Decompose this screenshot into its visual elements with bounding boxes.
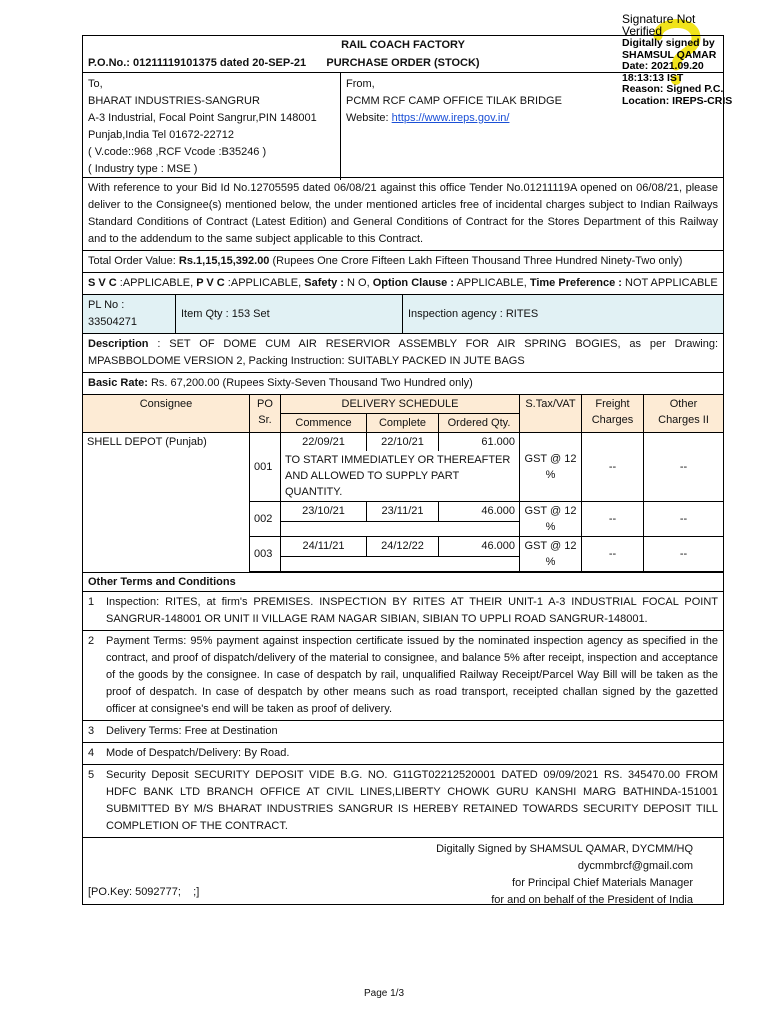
basic-rate-text: Rs. 67,200.00 (Rupees Sixty-Seven Thousand Two Hundred only): [147, 377, 473, 389]
term-item: [83, 720, 723, 742]
item-qty: Item Qty : 153 Set: [175, 295, 402, 333]
complete-cell: 24/12/22: [367, 537, 439, 557]
total-words: (Rupees One Crore Fifteen Lakh Fifteen Thousand Three Hundred Ninety-Two only): [269, 255, 683, 267]
col-other-line1: Other: [669, 398, 698, 410]
table-header-row: [83, 395, 724, 414]
term-item: [83, 591, 723, 630]
address-block: [83, 72, 723, 177]
signatory-behalf: for and on behalf of the President of India: [491, 894, 693, 906]
term-text: Inspection: RITES, at firm's PREMISES. INSPECTION BY RITES AT THEIR UNIT-1 A-3 INDUSTRIAL FOCAL POINT SANGRUR-148001 OR UNIT II VILLAGE RAM NAGAR SIBIAN, SIBIAN TO UPPLI ROAD SANGRUR-148001.: [106, 596, 718, 625]
freight-cell: --: [582, 537, 644, 572]
time-label: Time Preference :: [529, 277, 622, 289]
qty-cell: 46.000: [439, 502, 520, 522]
col-freight-line2: Charges: [591, 414, 634, 426]
terms-heading: Other Terms and Conditions: [83, 572, 723, 591]
col-freight-line1: Freight: [595, 398, 630, 410]
term-number: 5: [88, 769, 95, 781]
po-header: [83, 36, 723, 72]
inspection-agency: Inspection agency : RITES: [402, 295, 723, 333]
complete-cell: 23/11/21: [367, 502, 439, 522]
basic-rate: [83, 372, 723, 394]
delivery-note: TO START IMMEDIATLEY OR THEREAFTER AND ALLOWED TO SUPPLY PART QUANTITY.: [281, 451, 520, 502]
qty-cell: 61.000: [439, 433, 520, 452]
commence-cell: 22/09/21: [281, 433, 367, 452]
po-sr-cell: 002: [250, 502, 281, 537]
svc-value: :APPLICABLE,: [116, 277, 197, 289]
total-label: Total Order Value:: [88, 255, 179, 267]
delivery-schedule: [83, 394, 723, 572]
pl-label: PL No :: [88, 299, 125, 311]
option-label: Option Clause :: [372, 277, 454, 289]
signatory-block: [83, 837, 723, 904]
col-consignee: Consignee: [83, 395, 250, 433]
purchase-order-document: [82, 35, 724, 905]
term-number: 2: [88, 635, 95, 647]
description-label: Description: [88, 338, 149, 350]
to-address-line1: A-3 Industrial, Focal Point Sangrur,PIN 148001: [88, 112, 317, 124]
safety-value: N O,: [343, 277, 373, 289]
signature-status-line2: Verified: [622, 23, 663, 38]
table-row: [83, 433, 724, 452]
industry-type: ( Industry type : MSE ): [88, 163, 198, 175]
description: [83, 333, 723, 372]
to-label: To,: [88, 78, 103, 90]
from-label: From,: [346, 78, 375, 90]
signatory-email: dycmmbrcf@gmail.com: [577, 860, 693, 872]
term-number: 4: [88, 747, 95, 759]
term-number: 3: [88, 725, 95, 737]
website-label: Website:: [346, 112, 392, 124]
term-item: [83, 764, 723, 837]
other-cell: --: [644, 433, 724, 502]
signature-detail-line: Location: IREPS-CRIS: [622, 94, 733, 107]
from-website: [346, 110, 718, 127]
basic-rate-label: Basic Rate:: [88, 377, 148, 389]
term-text: Security Deposit SECURITY DEPOSIT VIDE B.G. NO. G11GT02212520001 DATED 09/09/2021 RS. 345470.00 FROM HDFC BANK LTD BRANCH OFFICE AT CIVIL LINES,LIBERTY CHOWK GURU KANSHI MARG BATHINDA-151001 SUBMITTED BY M/S BHARAT INDUSTRIES SANGRUR IS HEREBY RETAINED TOWARDS SECURITY DEPOSIT TILL COMPLETION OF THE CONTRACT.: [106, 769, 718, 832]
from-address: [340, 73, 723, 180]
pvc-label: P V C: [196, 277, 225, 289]
delivery-note: [281, 522, 520, 537]
signature-detail-line: SHAMSUL QAMAR: [622, 48, 717, 61]
pl-row: [83, 294, 723, 333]
time-value: NOT APPLICABLE: [621, 277, 718, 289]
other-cell: --: [644, 502, 724, 537]
commence-cell: 23/10/21: [281, 502, 367, 522]
page-number: Page 1/3: [363, 988, 405, 999]
description-text: : SET OF DOME CUM AIR RESERVIOR ASSEMBLY FOR AIR SPRING BOGIES, as per Drawing: MPASBBOLDOME VERSION 2, Packing Instruction: SUITABLY PACKED IN JUTE BAGS: [88, 338, 718, 367]
col-commence: Commence: [281, 414, 367, 433]
intro-paragraph: With reference to your Bid Id No.12705595 dated 06/08/21 against this office Tender No.01211119A opened on 06/08/21, please deliver to the Consignee(s) mentioned below, the under mentioned articles free of incidental charges subject to Indian Railways Standard Conditions of Contract (Latest Edition) and General Conditions of Contract for the Stores Department of this Railway and to the addendum to the same subject applicable to this Contract.: [83, 177, 723, 250]
to-address: [83, 73, 340, 180]
freight-cell: --: [582, 433, 644, 502]
tax-cell: GST @ 12 %: [520, 537, 582, 572]
complete-cell: 22/10/21: [367, 433, 439, 452]
to-name: BHARAT INDUSTRIES-SANGRUR: [88, 95, 260, 107]
signature-detail-line: Digitally signed by: [622, 37, 715, 49]
option-value: APPLICABLE,: [454, 277, 530, 289]
term-text: Mode of Despatch/Delivery: By Road.: [106, 747, 290, 759]
delivery-schedule-table: [82, 394, 724, 572]
term-number: 1: [88, 596, 95, 608]
term-item: [83, 630, 723, 720]
term-text: Delivery Terms: Free at Destination: [106, 725, 278, 737]
term-item: [83, 742, 723, 764]
pl-number: [83, 295, 175, 333]
signature-status: [622, 14, 762, 37]
po-number: P.O.No.: 01211119101375 dated 20-SEP-21: [88, 57, 307, 69]
col-ordered-qty: Ordered Qty.: [439, 414, 520, 433]
po-sr-cell: 003: [250, 537, 281, 572]
total-order-value: [83, 250, 723, 272]
col-other-line2: Charges II: [658, 414, 709, 426]
commence-cell: 24/11/21: [281, 537, 367, 557]
col-stax: S.Tax/VAT: [520, 395, 582, 433]
term-text: Payment Terms: 95% payment against inspection certificate issued by the nominated inspection agency as specified in the contract, and proof of dispatch/delivery of the material to consignee, and balance 5% after receipt, inspection and acceptance of the goods by the consignee. In case of despatch by rail, unqualified Railway Receipt/Parcel Way Bill will be taken as the proof of despatch. In case of despatch by other means such as road transport, receipted challan signed by the gazetted officer at consignee's end will be taken as proof of delivery.: [106, 635, 718, 715]
po-sr-cell: 001: [250, 433, 281, 502]
col-sr: Sr.: [258, 414, 272, 426]
col-complete: Complete: [367, 414, 439, 433]
total-amount: Rs.1,15,15,392.00: [178, 255, 270, 267]
other-cell: --: [644, 537, 724, 572]
col-other: [644, 395, 724, 433]
signatory-text: [436, 841, 693, 909]
website-link[interactable]: https://www.ireps.gov.in/: [391, 112, 510, 124]
svc-label: S V C: [88, 277, 117, 289]
signature-detail-line: Reason: Signed P.C.: [622, 83, 724, 95]
signed-by: Digitally Signed by SHAMSUL QAMAR, DYCMM/HQ: [436, 843, 693, 855]
vendor-code: ( V.code::968 ,RCF Vcode :B35246 ): [88, 146, 267, 158]
po-key: [PO.Key: 5092777; ;]: [88, 886, 200, 898]
tax-cell: GST @ 12 %: [520, 433, 582, 502]
freight-cell: --: [582, 502, 644, 537]
qty-cell: 46.000: [439, 537, 520, 557]
org-title: RAIL COACH FACTORY: [341, 39, 465, 51]
consignee-cell: SHELL DEPOT (Punjab): [83, 433, 250, 572]
col-po: PO: [257, 398, 273, 410]
signatory-for: for Principal Chief Materials Manager: [512, 877, 693, 889]
signature-status-line1: Signature Not: [622, 12, 696, 26]
from-name: PCMM RCF CAMP OFFICE TILAK BRIDGE: [346, 95, 562, 107]
safety-label: Safety :: [304, 277, 344, 289]
col-delivery-schedule: DELIVERY SCHEDULE: [281, 395, 520, 414]
col-freight: [582, 395, 644, 433]
col-po-sr: [250, 395, 281, 433]
to-address-line2: Punjab,India Tel 01672-22712: [88, 129, 234, 141]
doc-title: PURCHASE ORDER (STOCK): [326, 57, 480, 69]
pvc-value: :APPLICABLE,: [224, 277, 305, 289]
tax-cell: GST @ 12 %: [520, 502, 582, 537]
pl-value: 33504271: [88, 316, 137, 328]
delivery-note: [281, 557, 520, 572]
signature-detail-line: Date: 2021.09.20: [622, 60, 704, 72]
clauses: [83, 272, 723, 294]
signature-detail-line: 18:13:13 IST: [622, 71, 684, 84]
